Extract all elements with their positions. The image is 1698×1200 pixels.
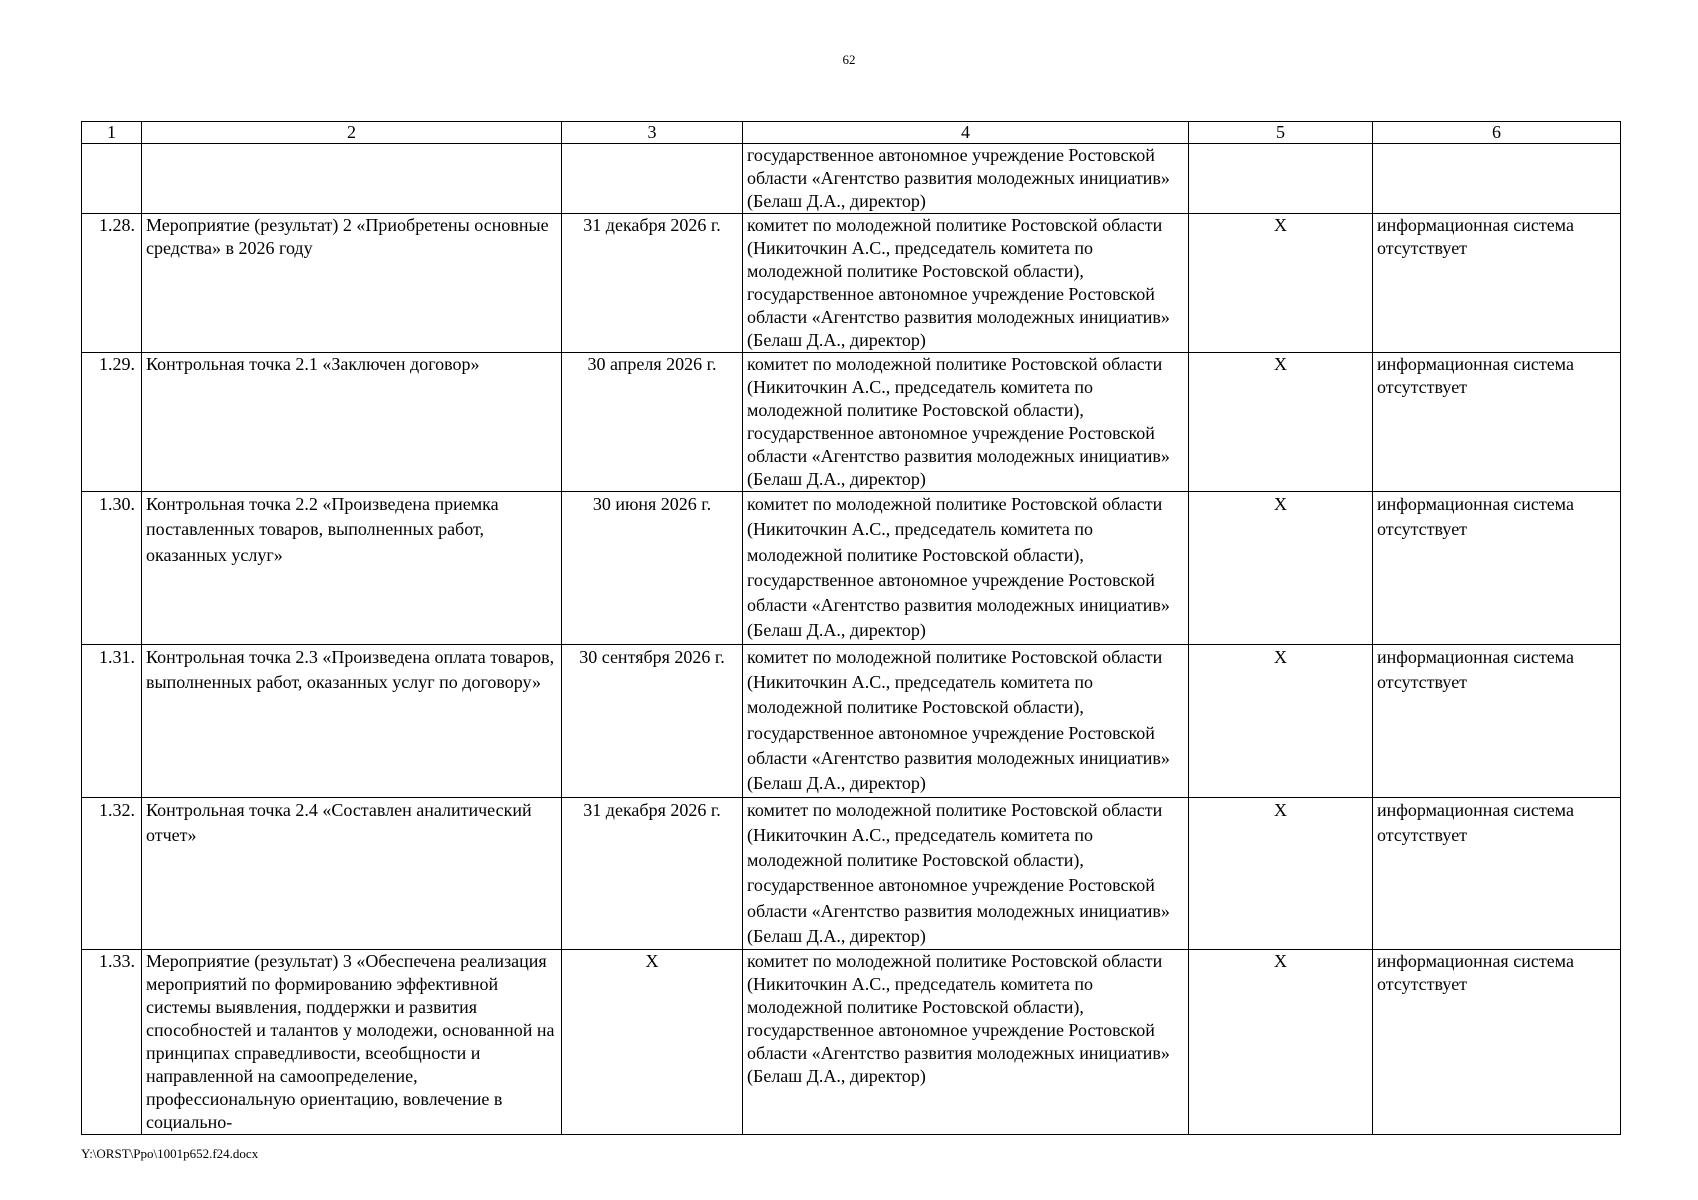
column-header: 5 [1189, 122, 1373, 144]
table-row [82, 353, 1621, 492]
column-header: 1 [82, 122, 142, 144]
row-number-cell: 1.33. [82, 950, 142, 1135]
row-name-cell: Контрольная точка 2.1 «Заключен договор» [142, 353, 562, 492]
footer-file-path: Y:\ORST\Ppo\1001p652.f24.docx [81, 1146, 259, 1161]
table-row [82, 797, 1621, 950]
row-responsible-cell: комитет по молодежной политике Ростовской области (Никиточкин А.С., председатель комитета по молодежной политике Ростовской области), государственное автономное учреждение Ростовской области «Агентство развития молодежных инициатив» (Белаш Д.А., директор) [743, 214, 1189, 353]
row-info-cell: информационная система отсутствует [1373, 950, 1621, 1135]
row-date-cell: Х [562, 950, 743, 1135]
row-responsible-cell: государственное автономное учреждение Ростовской области «Агентство развития молодежных инициатив» (Белаш Д.А., директор) [743, 144, 1189, 214]
row-number-cell: 1.29. [82, 353, 142, 492]
row-number-cell [82, 144, 142, 214]
row-name-cell: Контрольная точка 2.3 «Произведена оплата товаров, выполненных работ, оказанных услуг по договору» [142, 644, 562, 797]
row-responsible-cell: комитет по молодежной политике Ростовской области (Никиточкин А.С., председатель комитета по молодежной политике Ростовской области), государственное автономное учреждение Ростовской области «Агентство развития молодежных инициатив» (Белаш Д.А., директор) [743, 797, 1189, 950]
row-info-cell: информационная система отсутствует [1373, 644, 1621, 797]
row-number-cell: 1.32. [82, 797, 142, 950]
row-col5-cell: Х [1189, 644, 1373, 797]
row-responsible-cell: комитет по молодежной политике Ростовской области (Никиточкин А.С., председатель комитета по молодежной политике Ростовской области), государственное автономное учреждение Ростовской области «Агентство развития молодежных инициатив» (Белаш Д.А., директор) [743, 950, 1189, 1135]
row-name-cell: Мероприятие (результат) 2 «Приобретены основные средства» в 2026 году [142, 214, 562, 353]
table-row [82, 950, 1621, 1135]
row-date-cell: 30 апреля 2026 г. [562, 353, 743, 492]
column-header: 4 [743, 122, 1189, 144]
row-info-cell: информационная система отсутствует [1373, 353, 1621, 492]
row-col5-cell: Х [1189, 950, 1373, 1135]
row-info-cell: информационная система отсутствует [1373, 214, 1621, 353]
row-col5-cell: Х [1189, 353, 1373, 492]
table-row-continuation [82, 144, 1621, 214]
row-number-cell: 1.28. [82, 214, 142, 353]
row-date-cell: 30 сентября 2026 г. [562, 644, 743, 797]
row-info-cell [1373, 144, 1621, 214]
row-name-cell: Контрольная точка 2.4 «Составлен аналитический отчет» [142, 797, 562, 950]
table-row [82, 644, 1621, 797]
table-header-row [82, 122, 1621, 144]
row-name-cell: Контрольная точка 2.2 «Произведена приемка поставленных товаров, выполненных работ, оказанных услуг» [142, 492, 562, 645]
row-number-cell: 1.31. [82, 644, 142, 797]
row-col5-cell: Х [1189, 797, 1373, 950]
column-header: 3 [562, 122, 743, 144]
row-col5-cell: Х [1189, 214, 1373, 353]
row-responsible-cell: комитет по молодежной политике Ростовской области (Никиточкин А.С., председатель комитета по молодежной политике Ростовской области), государственное автономное учреждение Ростовской области «Агентство развития молодежных инициатив» (Белаш Д.А., директор) [743, 644, 1189, 797]
row-col5-cell [1189, 144, 1373, 214]
row-responsible-cell: комитет по молодежной политике Ростовской области (Никиточкин А.С., председатель комитета по молодежной политике Ростовской области), государственное автономное учреждение Ростовской области «Агентство развития молодежных инициатив» (Белаш Д.А., директор) [743, 353, 1189, 492]
row-info-cell: информационная система отсутствует [1373, 797, 1621, 950]
row-number-cell: 1.30. [82, 492, 142, 645]
row-col5-cell: Х [1189, 492, 1373, 645]
table-row [82, 214, 1621, 353]
row-name-cell: Мероприятие (результат) 3 «Обеспечена реализация мероприятий по формированию эффективной системы выявления, поддержки и развития способностей и талантов у молодежи, основанной на принципах справедливости, всеобщности и направленной на самоопределение, профессиональную ориентацию, вовлечение в социально- [142, 950, 562, 1135]
column-header: 2 [142, 122, 562, 144]
row-responsible-cell: комитет по молодежной политике Ростовской области (Никиточкин А.С., председатель комитета по молодежной политике Ростовской области), государственное автономное учреждение Ростовской области «Агентство развития молодежных инициатив» (Белаш Д.А., директор) [743, 492, 1189, 645]
row-date-cell [562, 144, 743, 214]
row-date-cell: 30 июня 2026 г. [562, 492, 743, 645]
row-date-cell: 31 декабря 2026 г. [562, 797, 743, 950]
page-number: 62 [842, 52, 856, 67]
row-date-cell: 31 декабря 2026 г. [562, 214, 743, 353]
row-name-cell [142, 144, 562, 214]
table-row [82, 492, 1621, 645]
plan-table [81, 121, 1621, 1135]
row-info-cell: информационная система отсутствует [1373, 492, 1621, 645]
column-header: 6 [1373, 122, 1621, 144]
